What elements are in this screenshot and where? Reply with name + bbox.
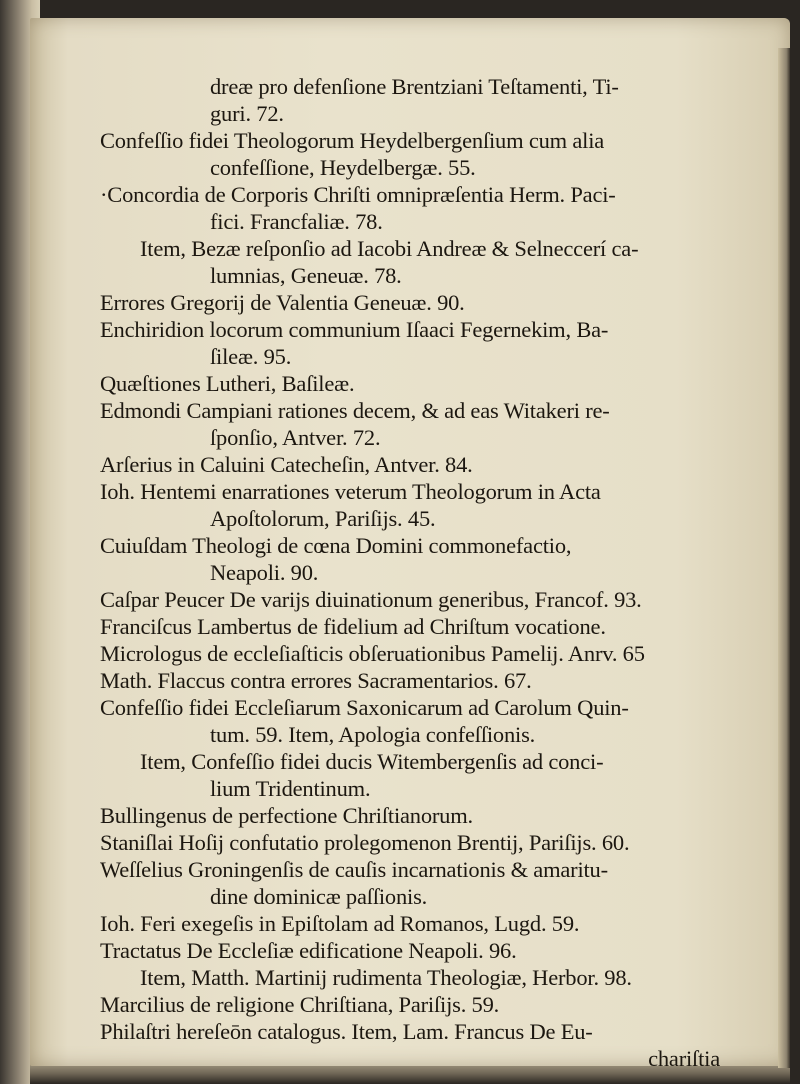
text-line: Confeſſio fidei Theologorum Heydelbergenſium cum alia [100,128,605,153]
page-edge [778,48,790,1068]
text-line: Caſpar Peucer De varijs diuinationum generibus, Francof. 93. [100,587,642,612]
text-line: Edmondi Campiani rationes decem, & ad eas Witakeri re- [100,398,610,423]
text-line: Quæſtiones Lutheri, Baſileæ. [100,371,355,396]
text-line: Enchiridion locorum communium Iſaaci Fegernekim, Ba- [100,317,609,342]
text-line: Micrologus de eccleſiaſticis obſeruationibus Pamelij. Anrv. 65 [100,641,645,666]
text-line: ſponſio, Antver. 72. [210,425,381,450]
text-line: Ioh. Feri exegeſis in Epiſtolam ad Romanos, Lugd. 59. [100,911,580,936]
text-line: tum. 59. Item, Apologia confeſſionis. [210,722,536,747]
text-line: Math. Flaccus contra errores Sacramentarios. 67. [100,668,532,693]
text-line: Marcilius de religione Chriſtiana, Pariſijs. 59. [100,992,500,1017]
text-line: Neapoli. 90. [210,560,319,585]
text-line: dine dominicæ paſſionis. [210,884,428,909]
text-line: ſileæ. 95. [210,344,292,369]
text-line: Cuiuſdam Theologi de cœna Domini commonefactio, [100,533,572,558]
text-line: Item, Bezæ reſponſio ad Iacobi Andreæ & Selneccerí ca- [140,236,639,261]
text-line: Tractatus De Eccleſiæ edificatione Neapoli. 96. [100,938,517,963]
text-line: Philaſtri hereſeōn catalogus. Item, Lam. Francus De Eu- [100,1019,593,1044]
text-line: dreæ pro defenſione Brentziani Teſtamenti, Ti- [210,74,619,99]
text-line: lumnias, Geneuæ. 78. [210,263,402,288]
text-line: Apoſtolorum, Pariſijs. 45. [210,506,436,531]
text-line: Staniſlai Hoſij confutatio prolegomenon Brentij, Pariſijs. 60. [100,830,630,855]
text-line: ·Concordia de Corporis Chriſti omnipræſentia Herm. Paci- [100,182,616,207]
text-line: fici. Francfaliæ. 78. [210,209,383,234]
text-line: Ioh. Hentemi enarrationes veterum Theologorum in Acta [100,479,601,504]
text-line: confeſſione, Heydelbergæ. 55. [210,155,476,180]
text-line: Errores Gregorij de Valentia Geneuæ. 90. [100,290,465,315]
text-line: Arſerius in Caluini Catecheſin, Antver. 84. [100,452,473,477]
text-line: chariſtia [648,1046,720,1071]
text-line: guri. 72. [210,101,284,126]
text-line: Weſſelius Groningenſis de cauſis incarnationis & amaritu- [100,857,608,882]
text-line: Confeſſio fidei Eccleſiarum Saxonicarum ad Carolum Quin- [100,695,629,720]
text-line: Bullingenus de perfectione Chriſtianorum. [100,803,473,828]
text-line: Franciſcus Lambertus de fidelium ad Chriſtum vocatione. [100,614,606,639]
text-line: Item, Matth. Martinij rudimenta Theologiæ, Herbor. 98. [140,965,632,990]
text-line: Item, Confeſſio fidei ducis Witembergenſis ad conci- [140,749,604,774]
text-line: lium Tridentinum. [210,776,371,801]
